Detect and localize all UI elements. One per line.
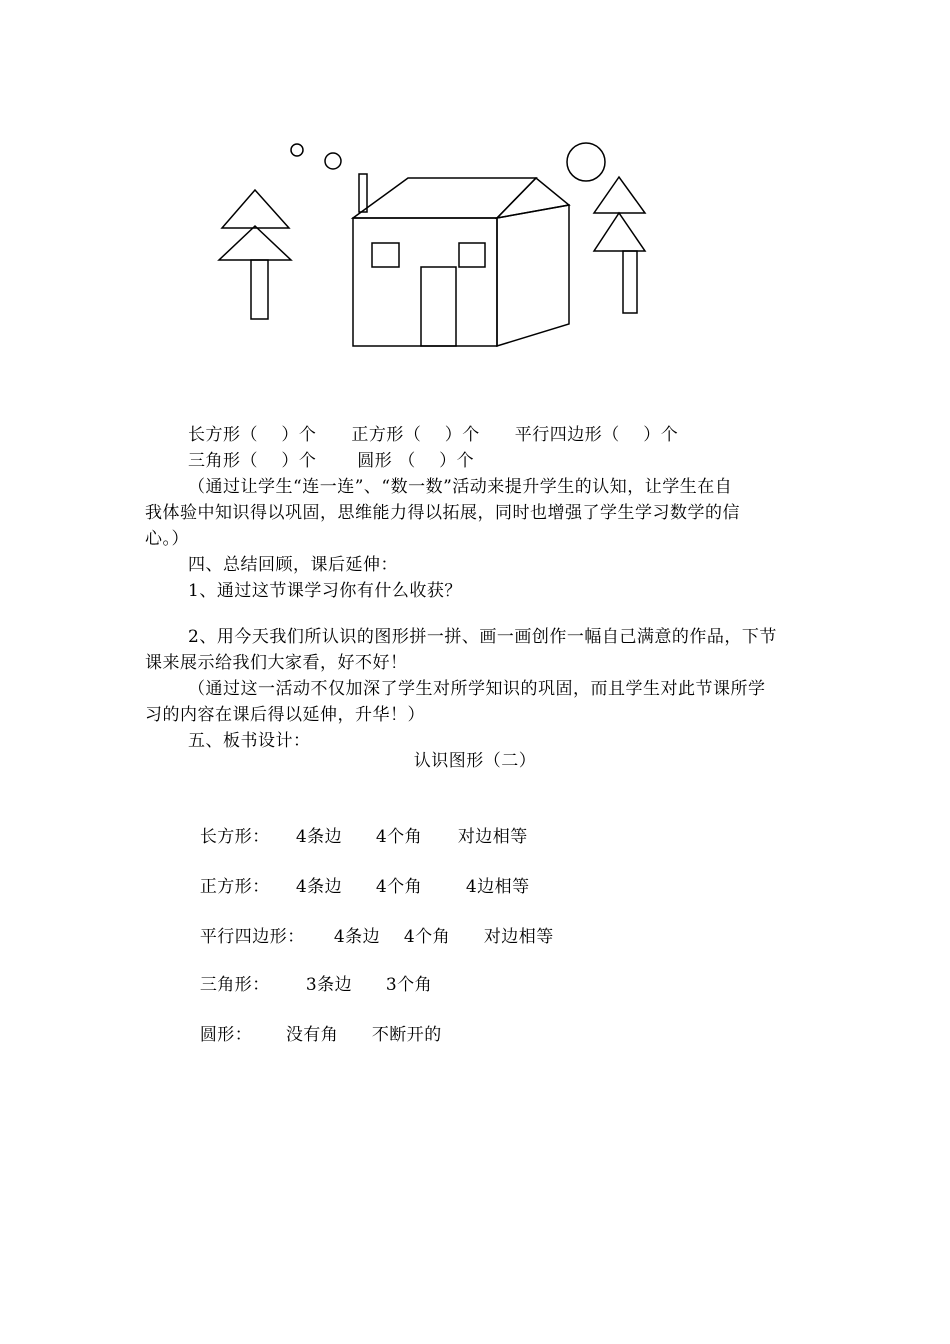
side-wall bbox=[497, 205, 569, 346]
note2-line2: 习的内容在课后得以延伸，升华！） bbox=[145, 705, 425, 725]
roof-front bbox=[353, 178, 536, 218]
door bbox=[421, 267, 456, 346]
board-edges: 4条边 bbox=[295, 877, 343, 897]
board-edges: 没有角 bbox=[285, 1025, 339, 1045]
question-1: 1、通过这节课学习你有什么收获？ bbox=[188, 581, 462, 601]
right-tree-trunk bbox=[623, 251, 637, 313]
board-row bbox=[188, 798, 528, 850]
board-shape-name: 三角形： bbox=[199, 975, 270, 995]
question-2-line2: 课来展示给我们大家看，好不好！ bbox=[145, 653, 408, 673]
board-row bbox=[188, 996, 442, 1048]
board-shape-name: 平行四边形： bbox=[199, 927, 305, 947]
board-shape-name: 长方形： bbox=[199, 827, 270, 847]
board-row bbox=[188, 946, 432, 998]
board-shape-name: 正方形： bbox=[199, 877, 270, 897]
board-property: 对边相等 bbox=[457, 827, 528, 847]
note1-line3: 心。） bbox=[145, 529, 189, 549]
sun-circle bbox=[567, 143, 605, 181]
left-tree-trunk bbox=[251, 260, 268, 319]
board-edges: 3条边 bbox=[305, 975, 353, 995]
board-edges: 4条边 bbox=[295, 827, 343, 847]
count-row-1: 长方形（ ）个 正方形（ ）个 平行四边形（ ）个 bbox=[188, 425, 679, 445]
right-tree-top bbox=[594, 177, 645, 213]
question-2-line1: 2、用今天我们所认识的图形拼一拼、画一画创作一幅自己满意的作品，下节 bbox=[188, 627, 777, 647]
house-drawing bbox=[0, 0, 950, 380]
section4-title: 四、总结回顾，课后延伸： bbox=[188, 555, 398, 575]
board-title: 认识图形（二） bbox=[413, 751, 537, 771]
front-wall bbox=[353, 218, 497, 346]
board-angles: 不断开的 bbox=[371, 1025, 442, 1045]
chimney bbox=[359, 174, 367, 212]
board-angles: 4个角 bbox=[375, 877, 423, 897]
left-tree-bottom bbox=[219, 226, 291, 260]
smoke-circle-small bbox=[291, 144, 303, 156]
count-row-2: 三角形（ ）个 圆形 （ ）个 bbox=[188, 451, 475, 471]
right-tree-bottom bbox=[594, 213, 645, 251]
note1-line1: （通过让学生“连一连”、“数一数”活动来提升学生的认知，让学生在自 bbox=[188, 477, 733, 497]
board-angles: 4个角 bbox=[375, 827, 423, 847]
left-tree-top bbox=[222, 190, 289, 228]
note2-line1: （通过这一活动不仅加深了学生对所学知识的巩固，而且学生对此节课所学 bbox=[188, 679, 766, 699]
smoke-circle-medium bbox=[325, 153, 341, 169]
board-property: 对边相等 bbox=[483, 927, 554, 947]
board-row bbox=[188, 898, 554, 950]
board-angles: 4个角 bbox=[403, 927, 451, 947]
window-right bbox=[459, 243, 485, 267]
board-shape-name: 圆形： bbox=[199, 1025, 253, 1045]
section5-title: 五、板书设计： bbox=[188, 731, 311, 751]
board-angles: 3个角 bbox=[385, 975, 433, 995]
board-property: 4边相等 bbox=[465, 877, 530, 897]
note1-line2: 我体验中知识得以巩固，思维能力得以拓展，同时也增强了学生学习数学的信 bbox=[145, 503, 740, 523]
board-edges: 4条边 bbox=[333, 927, 381, 947]
window-left bbox=[372, 243, 399, 267]
board-row bbox=[188, 848, 530, 900]
